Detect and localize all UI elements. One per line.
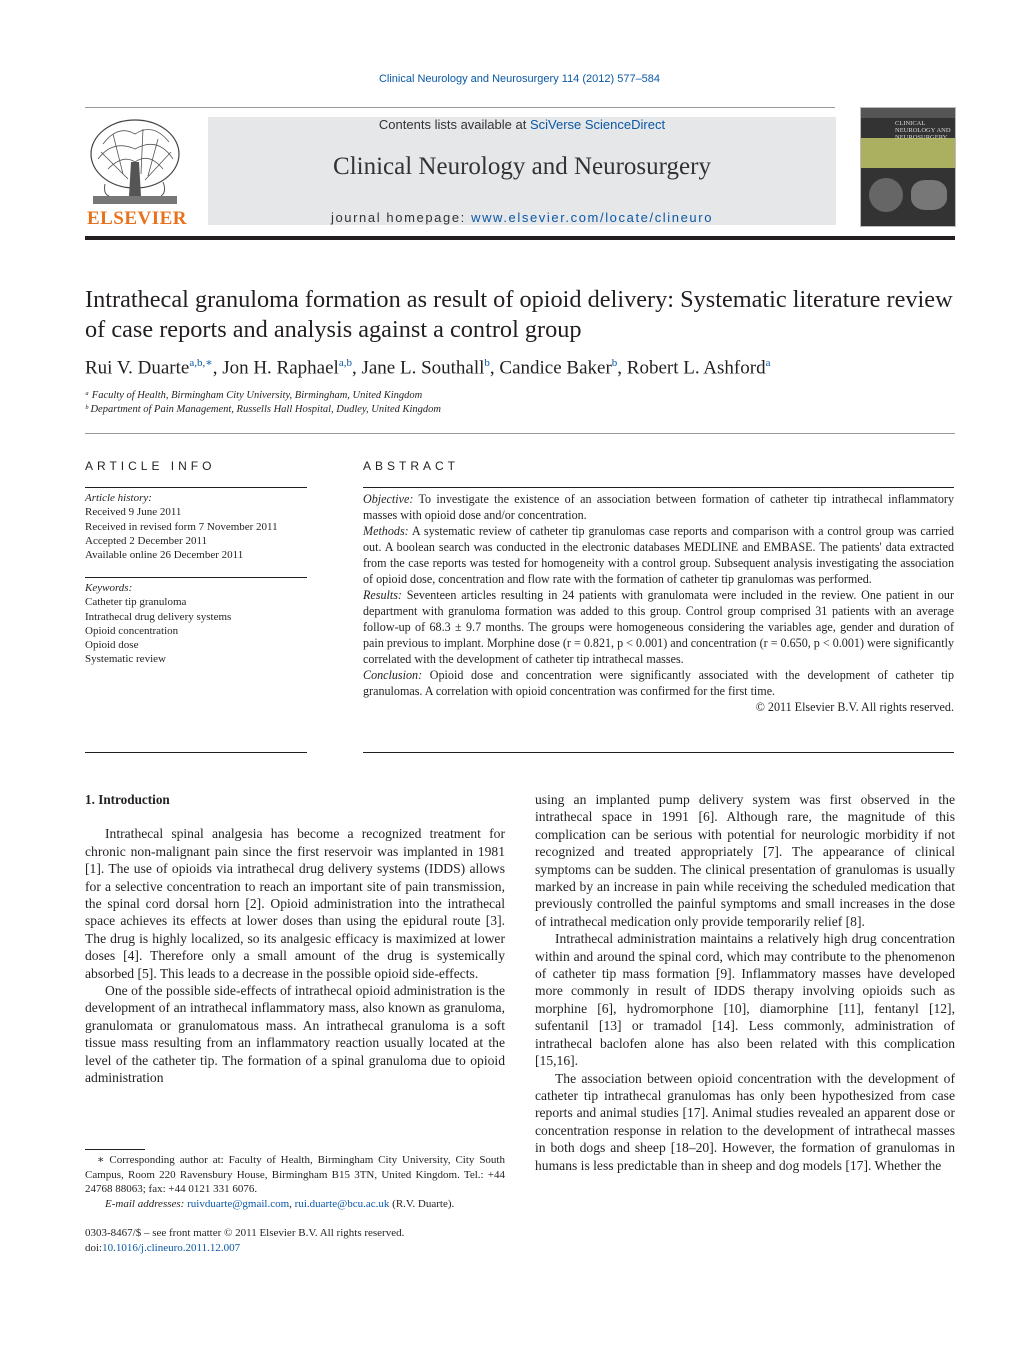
journal-homepage [208, 210, 836, 225]
doi-prefix: doi: [85, 1242, 103, 1254]
author-affiliation-marker[interactable]: a,b,∗ [189, 357, 213, 369]
conclusion-label: Conclusion: [363, 668, 423, 682]
title-divider [85, 433, 955, 434]
body-left-column [85, 791, 505, 1087]
doi-link[interactable]: 10.1016/j.clineuro.2011.12.007 [102, 1242, 241, 1254]
author-name: Jane L. Southall [361, 357, 485, 379]
email-label: E-mail addresses: [105, 1197, 185, 1210]
conclusion-text: Opioid dose and concentration were significantly associated with the development of catheter tip granulomas. A correlation with opioid concentration was confirmed for the first time. [363, 668, 954, 698]
affiliation-a: ᵃ Faculty of Health, Birmingham City University, Birmingham, United Kingdom [85, 390, 423, 401]
author-list: Rui V. Duarte$^{a,b,∗}$, Jon H. Raphael$^{a,b}$, Jane L. Southall$^b$, Candice Baker$^b$, Robert L. Ashford$^a$ [85, 357, 771, 379]
abstract-copyright: © 2011 Elsevier B.V. All rights reserved. [755, 700, 954, 714]
email-suffix: (R.V. Duarte). [389, 1197, 455, 1210]
article-info-rule [85, 487, 307, 488]
issn-line: 0303-8467/$ – see front matter © 2011 Elsevier B.V. All rights reserved. [85, 1227, 405, 1239]
keyword: Catheter tip granuloma [85, 596, 187, 609]
keywords-label: Keywords: [85, 582, 133, 594]
body-paragraph: Intrathecal spinal analgesia has become a recognized treatment for chronic non-malignant pain since the first reservoir was implanted in 1981 [1]. The use of opioids via intrathecal drug delivery systems (IDDS) allows for a selective concentration to reach an important site of pain transmission, the spinal cord dorsal horn [2]. Opioid administration into the intrathecal space achieves its effects at lower doses than using the epidural route [3]. The drug is highly localized, so its analgesic efficacy is maximized at lower doses [4]. Therefore only a small amount of the drug is systemically absorbed [5]. This leads to a decrease in the possible opioid side-effects. [85, 826, 505, 981]
body-paragraph: Intrathecal administration maintains a relatively high drug concentration within and around the spinal cord, which may contribute to the phenomenon of catheter tip mass formation [9]. Inflammatory masses have developed more commonly in result of IDDS therapy involving opioids such as morphine [6], hydromorphone [10], diamorphine [11], fentanyl [12], sufentanil [13] or tramadol [14]. Less commonly, administration of intrathecal baclofen alone has also been related with this complication [15,16]. [535, 931, 955, 1069]
cover-title: CLINICAL NEUROLOGY AND [895, 120, 951, 134]
article-title: Intrathecal granuloma formation as result of opioid delivery: Systematic literature review of case reports and analysis against a control group [85, 286, 953, 343]
header-divider [85, 107, 835, 108]
keyword: Systematic review [85, 653, 166, 666]
journal-cover-thumbnail [860, 107, 956, 227]
abstract-heading: ABSTRACT [363, 459, 460, 473]
author-name: Jon H. Raphael [222, 357, 339, 379]
affiliation-b: ᵇ Department of Pain Management, Russells Hall Hospital, Dudley, United Kingdom [85, 404, 442, 415]
elsevier-logo [83, 114, 187, 230]
author-name: Robert L. Ashford [626, 357, 766, 379]
homepage-link[interactable]: www.elsevier.com/locate/clineuro [471, 210, 714, 225]
abstract-body [363, 491, 954, 715]
methods-text: A systematic review of catheter tip granulomas case reports and comparison with a control group was carried out. A boolean search was conducted in the electronic databases MEDLINE and EMBASE. The patients' data extracted from the case reports was tested for homogeneity with a control group. Subsequent analysis investigating the association of opioid dose, concentration and flow rate with the formation of catheter tip granulomas was performed. [363, 524, 954, 586]
objective-text: To investigate the existence of an association between formation of catheter tip intrathecal inflammatory masses with opioid dose and/or concentration. [363, 492, 954, 522]
abstract-results [363, 587, 954, 667]
history-received: Received 9 June 2011 [85, 506, 182, 519]
section-heading-introduction: 1. Introduction [85, 792, 170, 807]
article-info-heading: ARTICLE INFO [85, 459, 216, 473]
results-text: Seventeen articles resulting in 24 patients with granulomata were included in the review. One patient in our department with granuloma formation was added to this group. Control group comprised 31 patients with an average follow-up of 68.3 ± 9.7 months. The groups were homogeneous considering the variables age, gender and duration of pain previous to implant. Morphine dose (r = 0.821, p < 0.001) and concentration (r = 0.650, p < 0.001) were significantly correlated with the development of catheter tip intrathecal masses. [363, 588, 954, 666]
footnote-block [85, 1153, 505, 1211]
abstract-rule [363, 487, 954, 488]
homepage-prefix: journal homepage: [330, 210, 472, 225]
front-matter-block [85, 1226, 505, 1256]
author-affiliation-marker[interactable]: b [484, 357, 490, 369]
body-paragraph: using an implanted pump delivery system was first observed in the intrathecal space in 1991 [6]. Although rare, the magnitude of this complication can be serious with potential for neurologic morbidity if not recognized and treated appropriately [7]. The appearance of clinical symptoms can be sudden. The clinical presentation of granulomas is usually marked by an increase in pain while receiving the scheduled medication that previously controlled the painful symptoms and small increases in the dose of intrathecal medication only provide temporarily relief [8]. [535, 792, 955, 929]
history-online: Available online 26 December 2011 [85, 549, 244, 562]
publisher-wordmark: ELSEVIER [86, 208, 188, 229]
author-affiliation-marker[interactable]: a,b [338, 357, 352, 369]
footnote-rule [85, 1149, 145, 1150]
journal-title: Clinical Neurology and Neurosurgery [333, 153, 711, 180]
body-right-column [535, 791, 955, 1174]
body-paragraph: The association between opioid concentration with the development of catheter tip intrathecal granulomas has only been hypothesized from case reports and animal studies [17]. Animal studies revealed an apparent dose or concentration response in relation to the development of intrathecal masses in both dogs and sheep [18–20]. However, the formation of granulomas in humans is less predictable than in sheep and dog models [17]. Whether the [535, 1070, 955, 1173]
abstract-methods [363, 523, 954, 587]
author-affiliation-marker[interactable]: b [611, 357, 618, 369]
journal-citation[interactable]: Clinical Neurology and Neurosurgery 114 (2012) 577–584 [378, 73, 661, 85]
objective-label: Objective: [363, 492, 414, 506]
email-note: E-mail addresses: ruivduarte@gmail.com, rui.duarte@bcu.ac.uk (R.V. Duarte). [105, 1197, 455, 1210]
corresponding-author-note: ∗ Corresponding author at: Faculty of Health, Birmingham City University, City South Campus, Room 220 Ravensbury House, Birmingham B15 3TN, United Kingdom. Tel.: +44 24768 88063; fax: +44 0121 331 6076. [85, 1154, 505, 1195]
keyword: Intrathecal drug delivery systems [85, 610, 232, 623]
contents-prefix: Contents lists available at [378, 117, 530, 132]
author-affiliation-marker[interactable]: a [765, 357, 771, 369]
email-link-bcu[interactable]: rui.duarte@bcu.ac.uk [294, 1197, 390, 1210]
author-name: Rui V. Duarte [85, 357, 190, 379]
history-revised: Received in revised form 7 November 2011 [85, 520, 278, 533]
doi-line [85, 1241, 505, 1256]
article-history [85, 491, 307, 562]
header-thick-rule [85, 236, 955, 240]
abstract-conclusion [363, 667, 954, 699]
methods-label: Methods: [363, 524, 409, 538]
results-label: Results: [363, 588, 402, 602]
author-name: Candice Baker [499, 357, 612, 379]
abstract-objective [363, 491, 954, 523]
sciencedirect-link[interactable]: SciVerse ScienceDirect [529, 117, 666, 132]
keyword: Opioid dose [85, 639, 139, 652]
contents-line [208, 117, 836, 132]
keyword: Opioid concentration [85, 624, 179, 637]
keywords-block [85, 581, 307, 667]
article-info-bottom-rule [85, 752, 307, 753]
history-label: Article history: [85, 492, 152, 504]
keywords-rule [85, 577, 307, 578]
history-accepted: Accepted 2 December 2011 [85, 534, 208, 547]
email-link-gmail[interactable]: ruivduarte@gmail.com [187, 1197, 290, 1210]
body-paragraph: One of the possible side-effects of intrathecal opioid administration is the development of an intrathecal inflammatory mass, also known as granuloma, granulomata or granulomatous mass. An intrathecal granuloma is a soft tissue mass resulting from an inflammatory reaction usually located at the level of the catheter tip. The formation of a spinal granuloma due to opioid administration [85, 983, 505, 1086]
abstract-bottom-rule [363, 752, 954, 753]
